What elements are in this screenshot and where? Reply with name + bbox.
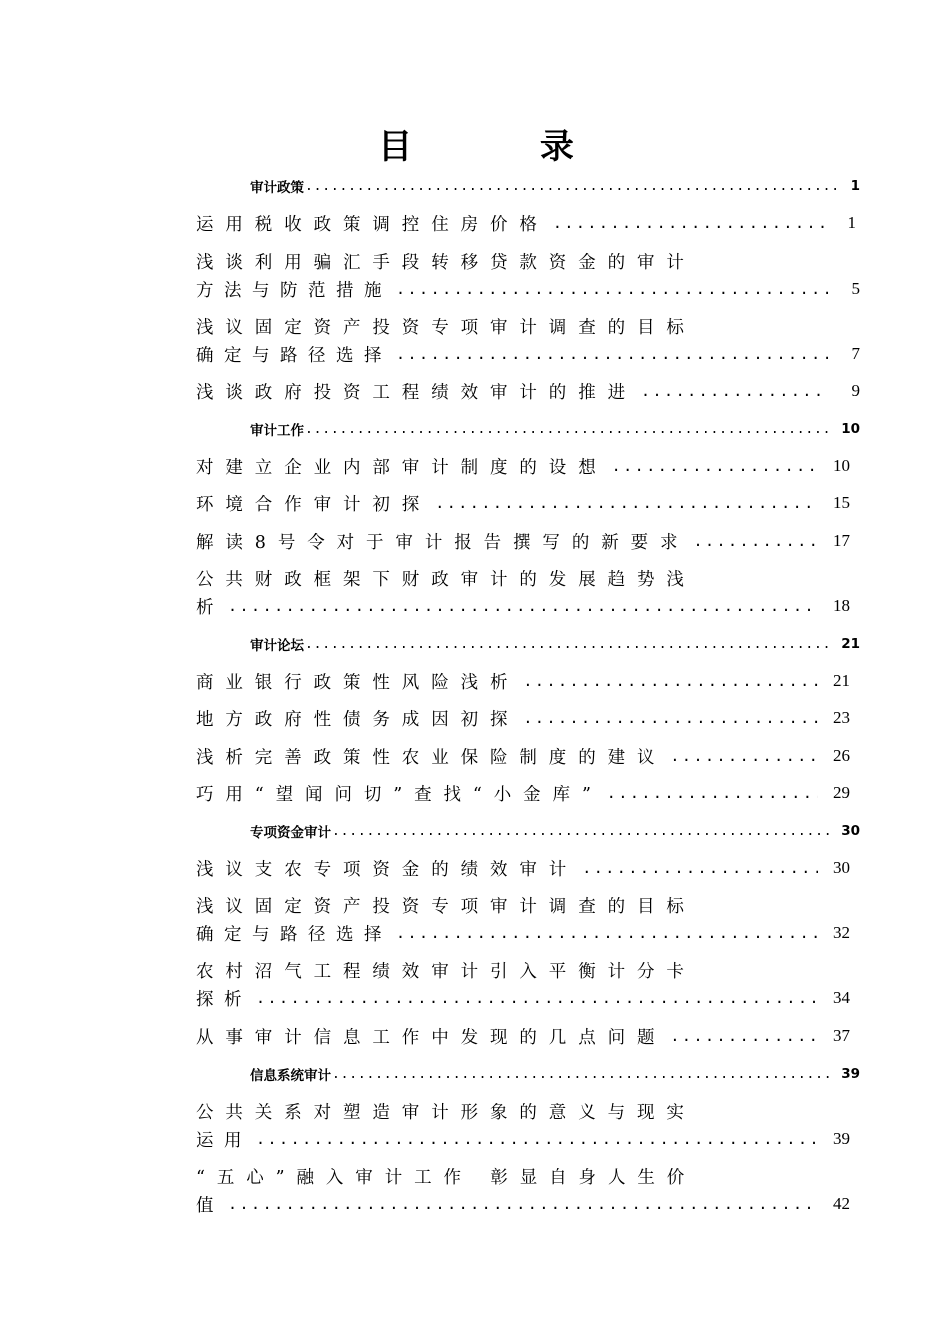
- entry-title: 商业银行政策性风险浅析: [196, 672, 520, 693]
- toc-entry-continuation[interactable]: [196, 1125, 850, 1153]
- entry-title: 从事审计信息工作中发现的几点问题: [196, 1027, 667, 1048]
- entry-title-continued: 运用: [196, 1130, 252, 1151]
- entry-title: 公共财政框架下财政审计的发展趋势浅: [196, 569, 696, 590]
- entry-page-number: 32: [833, 923, 850, 942]
- entry-title: 浅议支农专项资金的绩效审计: [196, 859, 579, 880]
- section-page-number: 30: [841, 823, 860, 839]
- toc-entry[interactable]: [196, 312, 856, 340]
- dot-leader: [693, 532, 818, 550]
- section-page-number: 10: [841, 421, 860, 437]
- entry-page-number: 9: [851, 381, 860, 400]
- section-page-number: 1: [850, 178, 860, 194]
- entry-page-number: 37: [833, 1026, 850, 1045]
- toc-entry[interactable]: [196, 1097, 856, 1125]
- entry-title: 公共关系对塑造审计形象的意义与现实: [196, 1102, 696, 1123]
- entry-title: 解读8号令对于审计报告撰写的新要求: [196, 532, 690, 553]
- toc-entry[interactable]: [196, 704, 850, 732]
- dot-leader: [641, 382, 828, 400]
- section-label: 审计工作: [250, 423, 304, 439]
- toc-entry[interactable]: [196, 489, 850, 517]
- entry-title: 对建立企业内部审计制度的设想: [196, 457, 608, 478]
- entry-page-number: 34: [833, 988, 850, 1007]
- entry-title-continued: 方法与防范措施: [196, 280, 392, 301]
- toc-entry[interactable]: [196, 452, 850, 480]
- entry-page-number: 5: [851, 279, 860, 298]
- dot-leader: [305, 637, 833, 652]
- section-label: 审计论坛: [250, 638, 304, 654]
- dot-leader: [435, 494, 818, 512]
- toc-section-heading[interactable]: [250, 417, 860, 441]
- entry-page-number: 10: [833, 456, 850, 475]
- toc-entry-continuation[interactable]: [196, 275, 860, 303]
- entry-title: “五心”融入审计工作 彰显自身人生价: [196, 1167, 697, 1188]
- section-page-number: 39: [841, 1066, 860, 1082]
- entry-title: 浅谈利用骗汇手段转移贷款资金的审计: [196, 252, 696, 273]
- dot-leader: [305, 422, 833, 437]
- toc-section-heading[interactable]: [250, 819, 860, 843]
- entry-page-number: 21: [833, 671, 850, 690]
- toc-entry[interactable]: [196, 564, 856, 592]
- dot-leader: [523, 672, 818, 690]
- entry-page-number: 17: [833, 531, 850, 550]
- entry-page-number: 29: [833, 783, 850, 802]
- section-label: 信息系统审计: [250, 1068, 331, 1084]
- toc-entry[interactable]: [196, 667, 850, 695]
- entry-page-number: 30: [833, 858, 850, 877]
- toc-section-heading[interactable]: [250, 632, 860, 656]
- entry-page-number: 23: [833, 708, 850, 727]
- dot-leader: [305, 179, 838, 194]
- entry-title: 环境合作审计初探: [196, 494, 432, 515]
- entry-page-number: 1: [847, 213, 856, 232]
- toc-entry[interactable]: [196, 891, 856, 919]
- page-title: 目 录: [378, 127, 632, 167]
- toc-entry[interactable]: [196, 1022, 850, 1050]
- toc-entry[interactable]: [196, 209, 856, 237]
- dot-leader: [256, 989, 818, 1007]
- entry-title-continued: 值: [196, 1195, 224, 1216]
- entry-title-continued: 确定与路径选择: [196, 924, 392, 945]
- section-page-number: 21: [841, 636, 860, 652]
- dot-leader: [670, 747, 818, 765]
- dot-leader: [256, 1130, 818, 1148]
- section-label: 专项资金审计: [250, 825, 331, 841]
- toc-entry[interactable]: [196, 377, 860, 405]
- entry-title: 农村沼气工程绩效审计引入平衡计分卡: [196, 961, 696, 982]
- entry-title: 运用税收政策调控住房价格: [196, 214, 549, 235]
- entry-page-number: 42: [833, 1194, 850, 1213]
- entry-page-number: 26: [833, 746, 850, 765]
- entry-title: 浅议固定资产投资专项审计调查的目标: [196, 896, 696, 917]
- entry-title-continued: 确定与路径选择: [196, 345, 392, 366]
- dot-leader: [553, 214, 824, 232]
- entry-title-continued: 探析: [196, 989, 252, 1010]
- dot-leader: [607, 784, 818, 802]
- toc-entry-continuation[interactable]: [196, 592, 850, 620]
- dot-leader: [396, 280, 828, 298]
- entry-title: 巧用“望闻问切”查找“小金库”: [196, 784, 603, 805]
- toc-entry[interactable]: [196, 1162, 856, 1190]
- entry-page-number: 39: [833, 1129, 850, 1148]
- entry-title: 浅谈政府投资工程绩效审计的推进: [196, 382, 637, 403]
- toc-entry[interactable]: [196, 527, 850, 555]
- toc-entry-continuation[interactable]: [196, 340, 860, 368]
- entry-page-number: 15: [833, 493, 850, 512]
- toc-entry[interactable]: [196, 742, 850, 770]
- entry-title: 地方政府性债务成因初探: [196, 709, 520, 730]
- dot-leader: [582, 859, 818, 877]
- toc-entry[interactable]: [196, 854, 850, 882]
- dot-leader: [396, 924, 818, 942]
- dot-leader: [612, 457, 818, 475]
- dot-leader: [523, 709, 818, 727]
- entry-title-continued: 析: [196, 597, 224, 618]
- toc-entry[interactable]: [196, 956, 856, 984]
- dot-leader: [228, 1195, 818, 1213]
- dot-leader: [396, 345, 828, 363]
- toc-section-heading[interactable]: [250, 174, 860, 198]
- toc-entry-continuation[interactable]: [196, 919, 850, 947]
- toc-entry-continuation[interactable]: [196, 984, 850, 1012]
- dot-leader: [670, 1027, 818, 1045]
- entry-page-number: 18: [833, 596, 850, 615]
- entry-page-number: 7: [851, 344, 860, 363]
- toc-entry[interactable]: [196, 779, 850, 807]
- entry-title: 浅议固定资产投资专项审计调查的目标: [196, 317, 696, 338]
- dot-leader: [228, 597, 818, 615]
- dot-leader: [332, 1067, 833, 1082]
- toc-entry-continuation[interactable]: [196, 1190, 850, 1218]
- dot-leader: [332, 824, 833, 839]
- toc-section-heading[interactable]: [250, 1062, 860, 1086]
- entry-title: 浅析完善政策性农业保险制度的建议: [196, 747, 667, 768]
- section-label: 审计政策: [250, 180, 304, 196]
- toc-entry[interactable]: [196, 247, 856, 275]
